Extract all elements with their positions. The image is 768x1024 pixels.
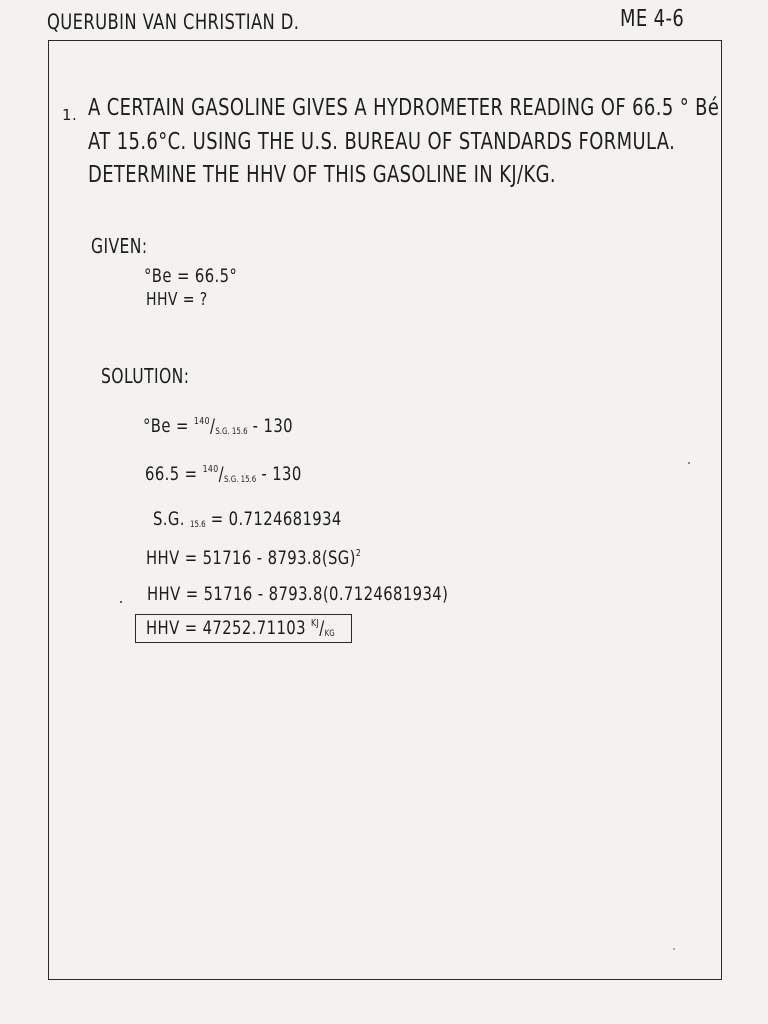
answer-value: HHV = 47252.71103: [146, 617, 306, 639]
equation-substituted: [145, 465, 302, 485]
equation-text: HHV = 51716 - 8793.8(SG): [146, 547, 356, 569]
equation-rhs: - 130: [252, 415, 293, 437]
problem-number: 1.: [62, 106, 78, 124]
given-hhv-unknown: HHV = ?: [146, 289, 208, 310]
equation-lhs: 66.5 =: [145, 463, 198, 485]
equation-hhv-substituted: [147, 585, 448, 604]
given-heading: GIVEN:: [91, 234, 148, 258]
problem-statement-line-1: A CERTAIN GASOLINE GIVES A HYDROMETER READING OF 66.5 ° Bé: [88, 95, 720, 121]
answer-unit-separator: /: [319, 617, 325, 639]
equation-slash: /: [218, 463, 225, 485]
solution-heading: SOLUTION:: [101, 364, 190, 388]
equation-numerator: 140: [193, 416, 210, 427]
author-name: QUERUBIN VAN CHRISTIAN D.: [47, 10, 300, 34]
problem-statement-line-3: DETERMINE THE HHV OF THIS GASOLINE IN KJ/KG.: [88, 162, 557, 188]
equation-hhv-formula: [146, 549, 361, 568]
equation-lhs: S.G.: [153, 508, 185, 530]
equation-rhs: = 0.7124681934: [210, 508, 342, 530]
equation-numerator: 140: [202, 464, 219, 475]
pen-dot: [120, 601, 122, 603]
equation-subscript: 15.6: [189, 520, 206, 530]
final-answer: [146, 619, 335, 639]
equation-denominator: S.G. 15.6: [224, 475, 257, 485]
equation-lhs: °Be =: [143, 415, 189, 437]
answer-unit-denominator: KG: [324, 629, 335, 639]
paper-speck: [688, 462, 690, 464]
equation-denominator: S.G. 15.6: [215, 427, 248, 437]
section-code: ME 4-6: [620, 6, 685, 32]
equation-text: HHV = 51716 - 8793.8(0.7124681934): [147, 583, 449, 605]
equation-exponent: 2: [355, 548, 362, 559]
equation-specific-gravity: [153, 510, 342, 530]
equation-baume-formula: [143, 417, 293, 437]
paper-speck: [673, 948, 675, 950]
given-baume-value: °Be = 66.5°: [144, 265, 238, 287]
equation-slash: /: [209, 415, 216, 437]
problem-statement-line-2: AT 15.6°C. USING THE U.S. BUREAU OF STANDARDS FORMULA.: [88, 129, 676, 155]
answer-unit-numerator: KJ: [311, 618, 320, 629]
equation-rhs: - 130: [261, 463, 302, 485]
